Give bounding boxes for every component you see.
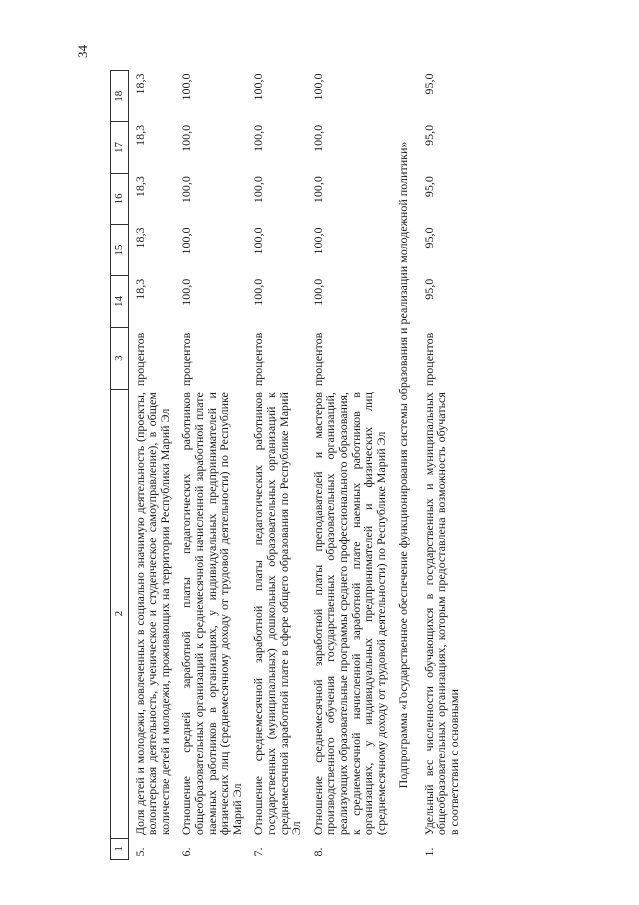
row-unit: процентов <box>132 332 147 387</box>
header-col-name: 2 <box>111 389 129 838</box>
subprogram-title: Подпрограмма «Государственное обеспечение функционирования системы образования и реализации молодежной политики» <box>396 141 411 789</box>
header-col-number: 1 <box>111 838 129 859</box>
row-unit: процентов <box>179 332 194 387</box>
row-number: 7. <box>251 847 266 857</box>
row-value: 18,3 <box>132 124 147 146</box>
row-value: 100,0 <box>179 278 194 306</box>
table-row <box>175 71 247 860</box>
row-value: 100,0 <box>179 227 194 255</box>
row-indicator-name: Доля детей и молодежи, вовлеченных в социально значимую деятельность (проекты, волонтерская деятельность, ученическое и студенческое самоуправление), в общем количестве детей и молодежи, проживающих на территории Республики Марий Эл <box>132 392 172 836</box>
row-value: 18,3 <box>132 227 147 249</box>
header-col-year: 15 <box>111 224 129 275</box>
row-value: 100,0 <box>251 278 266 306</box>
row-unit: процентов <box>421 332 436 387</box>
row-value: 100,0 <box>251 227 266 255</box>
row-value: 100,0 <box>251 73 266 101</box>
row-value: 100,0 <box>310 73 325 101</box>
row-value: 100,0 <box>310 227 325 255</box>
row-value: 100,0 <box>179 176 194 204</box>
row-value: 100,0 <box>310 176 325 204</box>
header-col-year: 14 <box>111 276 129 327</box>
row-value: 95,0 <box>421 124 436 146</box>
row-value: 95,0 <box>421 278 436 300</box>
table-row <box>418 71 465 860</box>
indicators-table <box>110 70 465 860</box>
table-row <box>307 71 392 860</box>
table-row <box>128 71 175 860</box>
row-value: 100,0 <box>251 124 266 152</box>
row-unit: процентов <box>310 332 325 387</box>
row-indicator-name: Удельный вес численности обучающихся в государственных и муниципальных общеобразовательных организациях, которым предоставлена возможность обучаться в соответствии с основными <box>421 392 462 836</box>
row-value: 18,3 <box>132 278 147 300</box>
header-col-unit: 3 <box>111 327 129 389</box>
row-number: 1. <box>421 847 436 857</box>
row-value: 18,3 <box>132 176 147 198</box>
table-row <box>247 71 306 860</box>
row-value: 95,0 <box>421 227 436 249</box>
row-indicator-name: Отношение среднемесячной заработной платы педагогических работников государственных (муниципальных) дошкольных образовательных организаций к среднемесячной заработной плате в сфере общего образования по Республике Марий Эл <box>251 392 304 836</box>
rotated-table-page <box>110 20 630 860</box>
header-col-year: 17 <box>111 122 129 173</box>
header-col-year: 16 <box>111 173 129 224</box>
row-value: 100,0 <box>251 176 266 204</box>
row-value: 100,0 <box>179 73 194 101</box>
row-number: 6. <box>179 847 194 857</box>
row-indicator-name: Отношение среднемесячной заработной платы преподавателей и мастеров производственного обучения государственных образовательных организаций, реализующих образовательные программы среднего профессионального образования, к среднемесячной начисленной заработной плате наемных работников в организациях, у индивидуальных предпринимателей и физических лиц (среднемесячному доходу от трудовой деятельности) по Республике Марий Эл <box>310 392 388 836</box>
row-value: 95,0 <box>421 73 436 95</box>
subprogram-row <box>391 71 418 860</box>
header-col-year: 18 <box>111 71 129 122</box>
row-value: 95,0 <box>421 176 436 198</box>
table-header-row <box>111 71 129 860</box>
row-value: 18,3 <box>132 73 147 95</box>
page-number: 34 <box>75 45 90 58</box>
row-number: 8. <box>310 847 325 857</box>
row-value: 100,0 <box>310 278 325 306</box>
row-unit: процентов <box>251 332 266 387</box>
row-value: 100,0 <box>179 124 194 152</box>
row-value: 100,0 <box>310 124 325 152</box>
row-number: 5. <box>132 847 147 857</box>
row-indicator-name: Отношение средней заработной платы педагогических работников общеобразовательных организаций к среднемесячной начисленной заработной плате наемных работников в организациях, у индивидуальных предпринимателей и физических лиц (среднемесячному доходу от трудовой деятельности) по Республике Марий Эл <box>179 392 244 836</box>
